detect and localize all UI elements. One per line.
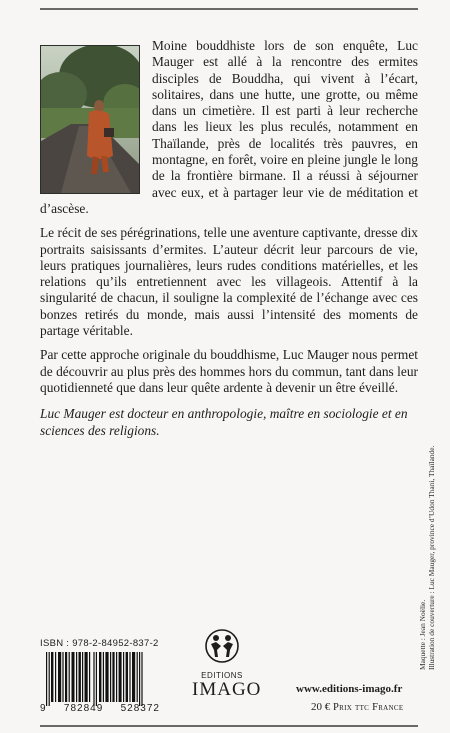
barcode-digit-prefix: 9 — [40, 703, 47, 714]
description-paragraph-2: Le récit de ses pérégrinations, telle une aventure captivante, dresse dix portraits saisissants d’ermites. L’auteur décrit leur parcours de vie, leurs pratiques journalières, leurs rudes conditions matérielles, et les relations qu’ils entretiennent avec les villageois. Attentif à la singularité de chacun, il souligne la complexité de l’échange avec ces bonzes retirés du monde, mais aussi l’intensité des moments de partage véritable. — [40, 225, 418, 339]
description-paragraph-1: Moine bouddhiste lors de son enquête, Luc Mauger est allé à la rencontre des ermites disciples de Bouddha, qui vivent à l’écart, solitaires, dans une hutte, une grotte, ou même dans un cimetière. Il est parti à leur recherche dans les lieux les plus reculés, notamment en Thaïlande, près de localités très pauvres, en montagne, en forêt, voire en pleine jungle le long de la frontière birmane. Il a réussi à séjourner avec eux, et à partager leur vie de méditation et d’ascèse. — [40, 38, 418, 216]
barcode — [40, 652, 152, 706]
price-amount: 20 € — [311, 701, 331, 713]
description-paragraph-3: Par cette approche originale du bouddhisme, Luc Mauger nous permet de découvrir au plus près des hommes hors du commun, tant dans leur quotidienneté que dans leur quête ardente à devenir un être éveillé. — [40, 347, 418, 395]
cover-credits — [418, 446, 436, 670]
top-rule — [40, 8, 418, 10]
monk-photo — [40, 45, 140, 194]
description-block — [40, 38, 418, 447]
price-suffix: Prix ttc France — [333, 702, 404, 713]
price — [311, 701, 403, 713]
publisher-logo — [192, 628, 262, 700]
credit-illustration: Illustration de couverture : Luc Mauger, province d’Udon Thani, Thaïlande. — [427, 445, 436, 670]
barcode-digit-group-2: 528372 — [120, 703, 160, 714]
publisher-emblem-icon — [204, 628, 240, 664]
isbn-label: ISBN : 978-2-84952-837-2 — [40, 638, 159, 649]
author-bio: Luc Mauger est docteur en anthropologie, maître en sociologie et en sciences des religions. — [40, 406, 408, 438]
publisher-name: EDITIONS — [201, 671, 243, 680]
barcode-digits — [40, 703, 160, 714]
publisher-website: www.editions-imago.fr — [296, 683, 403, 695]
publisher-imago: IMAGO — [192, 679, 262, 700]
credit-layout: Maquette : Jean Noëlie. — [418, 599, 427, 670]
barcode-digit-group-1: 782849 — [63, 703, 104, 714]
bottom-rule — [40, 725, 418, 727]
